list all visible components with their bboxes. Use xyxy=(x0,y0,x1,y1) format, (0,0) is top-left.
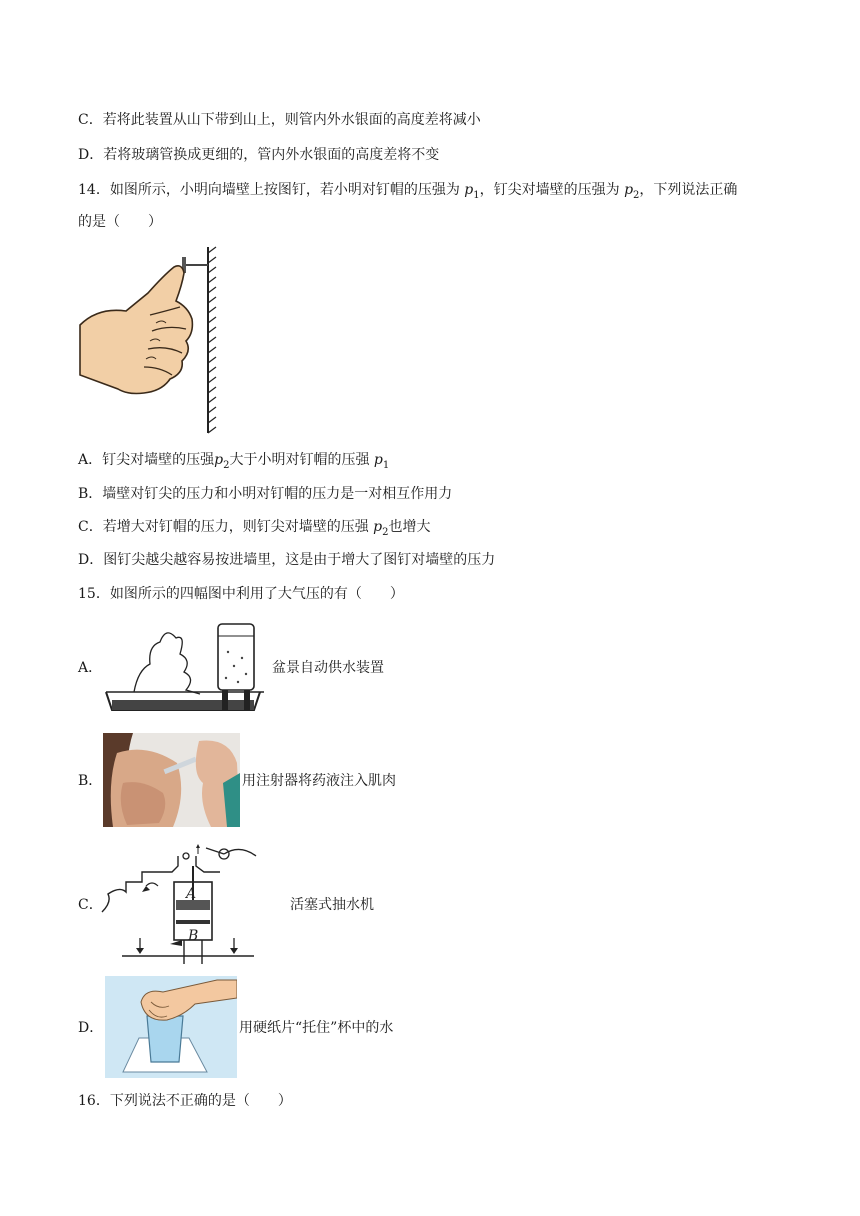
pump-label-b: B xyxy=(188,928,199,944)
q16-stem: 16．下列说法不正确的是（ ） xyxy=(78,1093,292,1109)
q14-stem xyxy=(78,180,737,206)
q14-option-c-post: 也增大 xyxy=(388,519,431,535)
cup-cardboard-figure xyxy=(105,976,237,1078)
q14-option-a-mid: 大于小明对钉帽的压强 xyxy=(229,452,370,468)
p2-symbol-a: p xyxy=(214,452,224,468)
p1-subscript-a: 1 xyxy=(382,459,390,471)
q14-stem-a: 14．如图所示，小明向墙壁上按图钉，若小明对钉帽的压强为 xyxy=(78,182,460,198)
p2-subscript: 2 xyxy=(633,189,640,201)
q14-option-c xyxy=(78,517,431,543)
q14-stem-line2: 的是（ ） xyxy=(78,214,162,230)
p2-symbol-c: p xyxy=(373,519,383,535)
q15-option-d-caption: 用硬纸片“托住”杯中的水 xyxy=(239,1020,394,1036)
q15-option-c-letter: C． xyxy=(78,897,103,913)
q15-option-d-letter: D． xyxy=(78,1020,104,1036)
q14-option-d: D．图钉尖越尖越容易按进墙里，这是由于增大了图钉对墙壁的压力 xyxy=(78,552,496,568)
p2-symbol: p xyxy=(624,182,634,198)
q14-option-a xyxy=(78,450,389,476)
q14-option-a-pre: A．钉尖对墙壁的压强 xyxy=(78,452,215,468)
p1-symbol: p xyxy=(464,182,474,198)
piston-pump-figure xyxy=(100,842,260,964)
thumbtack-hand-figure xyxy=(78,245,228,435)
injection-photo xyxy=(103,733,240,827)
q14-option-c-pre: C．若增大对钉帽的压力，则钉尖对墙壁的压强 xyxy=(78,519,369,535)
q15-option-c-caption: 活塞式抽水机 xyxy=(290,897,374,913)
q15-stem: 15．如图所示的四幅图中利用了大气压的有（ ） xyxy=(78,586,404,602)
q14-stem-b: ，钉尖对墙壁的压强为 xyxy=(479,182,620,198)
bonsai-water-supply-figure xyxy=(104,620,270,714)
q15-option-b-caption: 用注射器将药液注入肌肉 xyxy=(242,773,396,789)
pump-label-a: A xyxy=(186,886,197,902)
q15-option-b-letter: B． xyxy=(78,773,103,789)
q13-option-d: D．若将玻璃管换成更细的，管内外水银面的高度差将不变 xyxy=(78,147,440,163)
q13-option-c: C．若将此装置从山下带到山上，则管内外水银面的高度差将减小 xyxy=(78,112,481,128)
q14-stem-c: ，下列说法正确 xyxy=(639,182,738,198)
p2-subscript-c: 2 xyxy=(382,526,389,538)
q15-option-a-letter: A． xyxy=(78,660,103,676)
q14-option-b: B．墙壁对钉尖的压力和小明对钉帽的压力是一对相互作用力 xyxy=(78,486,453,502)
q15-option-a-caption: 盆景自动供水装置 xyxy=(272,660,384,676)
p1-subscript: 1 xyxy=(473,189,480,201)
p1-symbol-a: p xyxy=(373,452,383,468)
p2-subscript-a: 2 xyxy=(223,459,230,471)
